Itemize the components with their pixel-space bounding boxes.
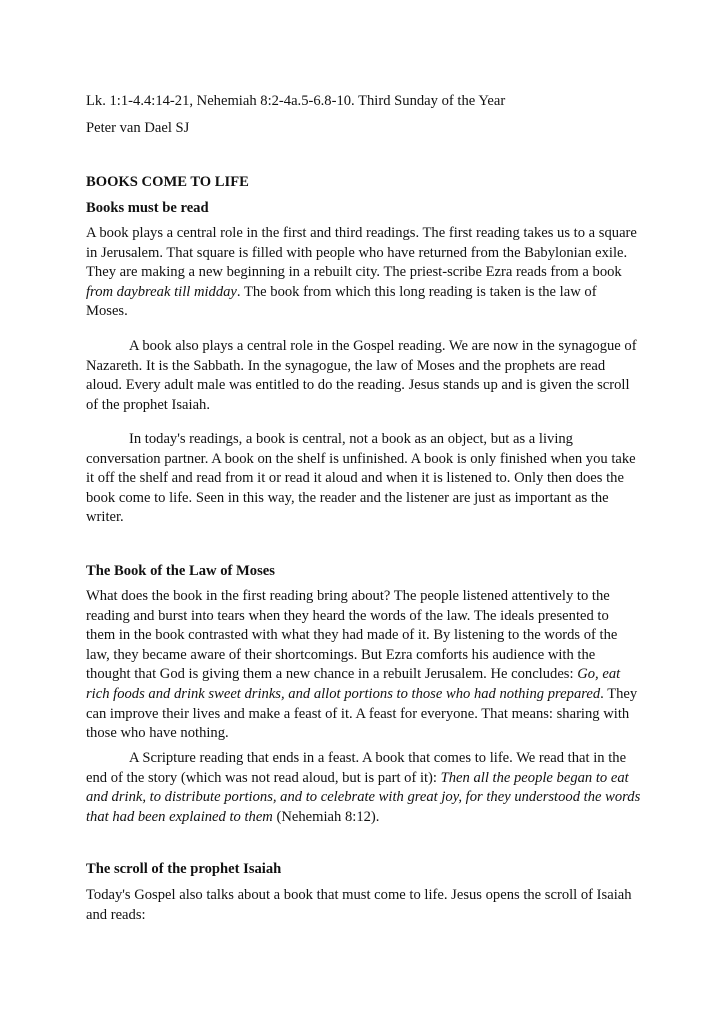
citation-line: Lk. 1:1-4.4:14-21, Nehemiah 8:2-4a.5-6.8-10. Third Sunday of the Year — [86, 93, 506, 109]
section-heading-law-of-moses: The Book of the Law of Moses — [86, 563, 275, 579]
paragraph-gospel-reading: A book also plays a central role in the Gospel reading. We are now in the synagogue of Nazareth. It is the Sabbath. In the synagogue, the law of Moses and the prophets are read aloud. Every adult male was entitled to do the reading. Jesus stands up and is given the scroll of the prophet Isaiah. — [86, 338, 637, 413]
paragraph-italic-text: Go, eat rich foods and drink sweet drinks, and allot portions to those who had nothing prepared — [86, 666, 621, 702]
paragraph-text: A Scripture reading that ends in a feast. A book that comes to life. We read that in the end of the story (which was not read aloud, but is part of it): — [86, 750, 627, 786]
paragraph-book-central: In today's readings, a book is central, not a book as an object, but as a living conversation partner. A book on the shelf is unfinished. A book is only finished when you take it off the shelf and read from it or read it aloud and when it is listened to. Only then does the book come to life. Seen in this way, the reader and the listener are just as important as the writer. — [86, 431, 636, 526]
author-line: Peter van Dael SJ — [86, 120, 190, 136]
section-heading-books-must-be-read: Books must be read — [86, 200, 209, 216]
paragraph-first-reading — [86, 224, 641, 322]
paragraph-text: What does the book in the first reading bring about? The people listened attentively to the reading and burst into tears when they heard the words of the law. The ideals presented to them in the book contrasted with what they had made of it. By listening to the words of the law, they became aware of their shortcomings. But Ezra comforts his audience with the thought that God is giving them a new chance in a rebuilt Jerusalem. He concludes: — [86, 588, 618, 683]
paragraph-text: . They can improve their lives and make a feast of it. A feast for everyone. That means: sharing with those who have nothing. — [86, 685, 638, 742]
paragraph-italic-text: from daybreak till midday — [86, 283, 237, 300]
section-heading-scroll-isaiah: The scroll of the prophet Isaiah — [86, 861, 282, 877]
paragraph-italic-text: Then all the people began to eat and drink, to distribute portions, and to celebrate with great joy, for they understood the words that had been explained to them — [86, 769, 641, 825]
paragraph-gospel-book: Today's Gospel also talks about a book that must come to life. Jesus opens the scroll of Isaiah and reads: — [86, 887, 632, 923]
paragraph-first-reading-effect — [86, 587, 641, 744]
paragraph-text: A book plays a central role in the first and third readings. The first reading takes us to a square in Jerusalem. That square is filled with people who have returned from the Babylonian exile. They are making a new beginning in a rebuilt city. The priest-scribe Ezra reads from a book — [86, 225, 637, 281]
paragraph-scripture-feast — [86, 749, 641, 827]
paragraph-text: . The book from which this long reading is taken is the law of Moses. — [86, 283, 597, 320]
document-title: BOOKS COME TO LIFE — [86, 174, 249, 190]
paragraph-text: (Nehemiah 8:12). — [272, 808, 380, 825]
